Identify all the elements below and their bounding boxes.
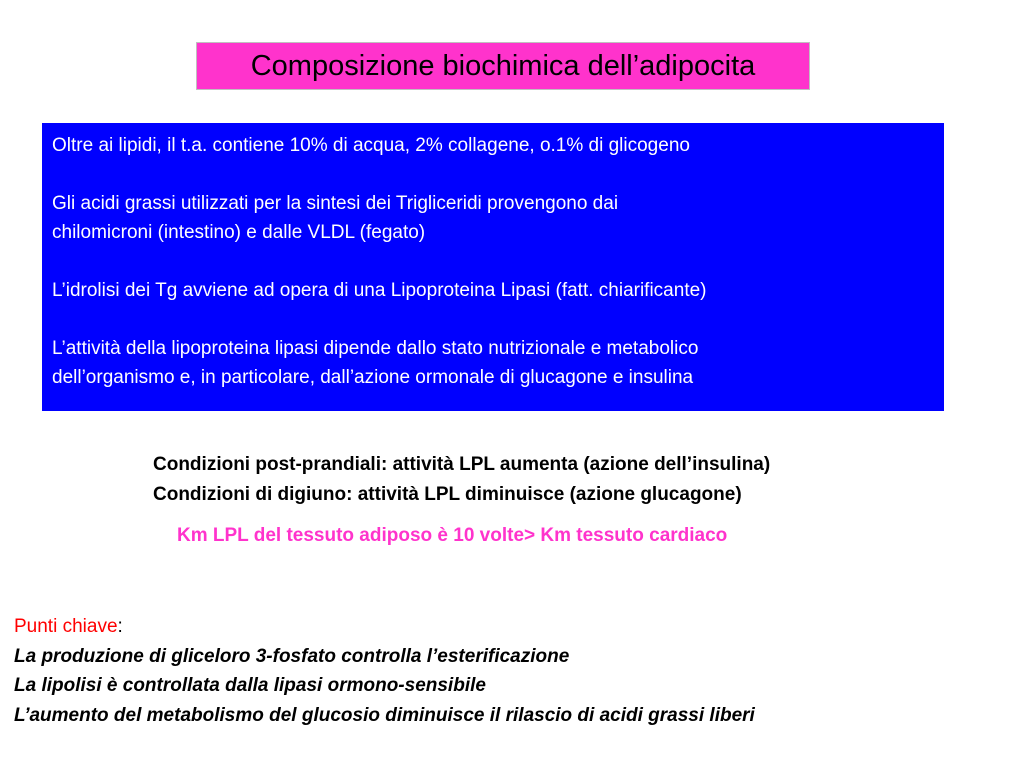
info-line: dell’organismo e, in particolare, dall’azione ormonale di glucagone e insulina [52,367,694,388]
info-paragraph-fatty-acids [52,189,934,247]
key-point-lipolysis: La lipolisi è controllata dalla lipasi ormono-sensibile [14,675,486,696]
key-point-glucose: L’aumento del metabolismo del glucosio diminuisce il rilascio di acidi grassi liberi [14,704,755,726]
condition-post-prandial: Condizioni post-prandiali: attività LPL aumenta (azione dell’insulina) [153,454,771,475]
info-line: Oltre ai lipidi, il t.a. contiene 10% di acqua, 2% collagene, o.1% di glicogeno [52,135,690,156]
slide-title-text: Composizione biochimica dell’adipocita [250,49,756,82]
conditions-block [153,450,770,510]
info-line: Gli acidi grassi utilizzati per la sintesi dei Trigliceridi provengono dai [52,193,619,214]
condition-fasting: Condizioni di digiuno: attività LPL diminuisce (azione glucagone) [153,484,742,505]
info-line: L’attività della lipoproteina lipasi dipende dallo stato nutrizionale e metabolico [52,338,699,359]
info-paragraph-lpl-activity [52,334,934,392]
key-points-block [14,612,755,730]
slide-title [196,42,810,90]
key-points-heading [14,612,755,642]
info-line: chilomicroni (intestino) e dalle VLDL (fegato) [52,222,426,243]
info-line: L’idrolisi dei Tg avviene ad opera di una Lipoproteina Lipasi (fatt. chiarificante) [52,280,707,301]
info-paragraph-composition [52,131,934,160]
key-point-glycerol: La produzione di gliceloro 3-fosfato controlla l’esterificazione [14,645,570,667]
km-note: Km LPL del tessuto adiposo è 10 volte> Km tessuto cardiaco [177,525,728,546]
info-box [42,123,944,411]
info-paragraph-hydrolysis [52,276,934,305]
key-points-colon: : [117,616,123,637]
key-points-label: Punti chiave [14,616,118,637]
